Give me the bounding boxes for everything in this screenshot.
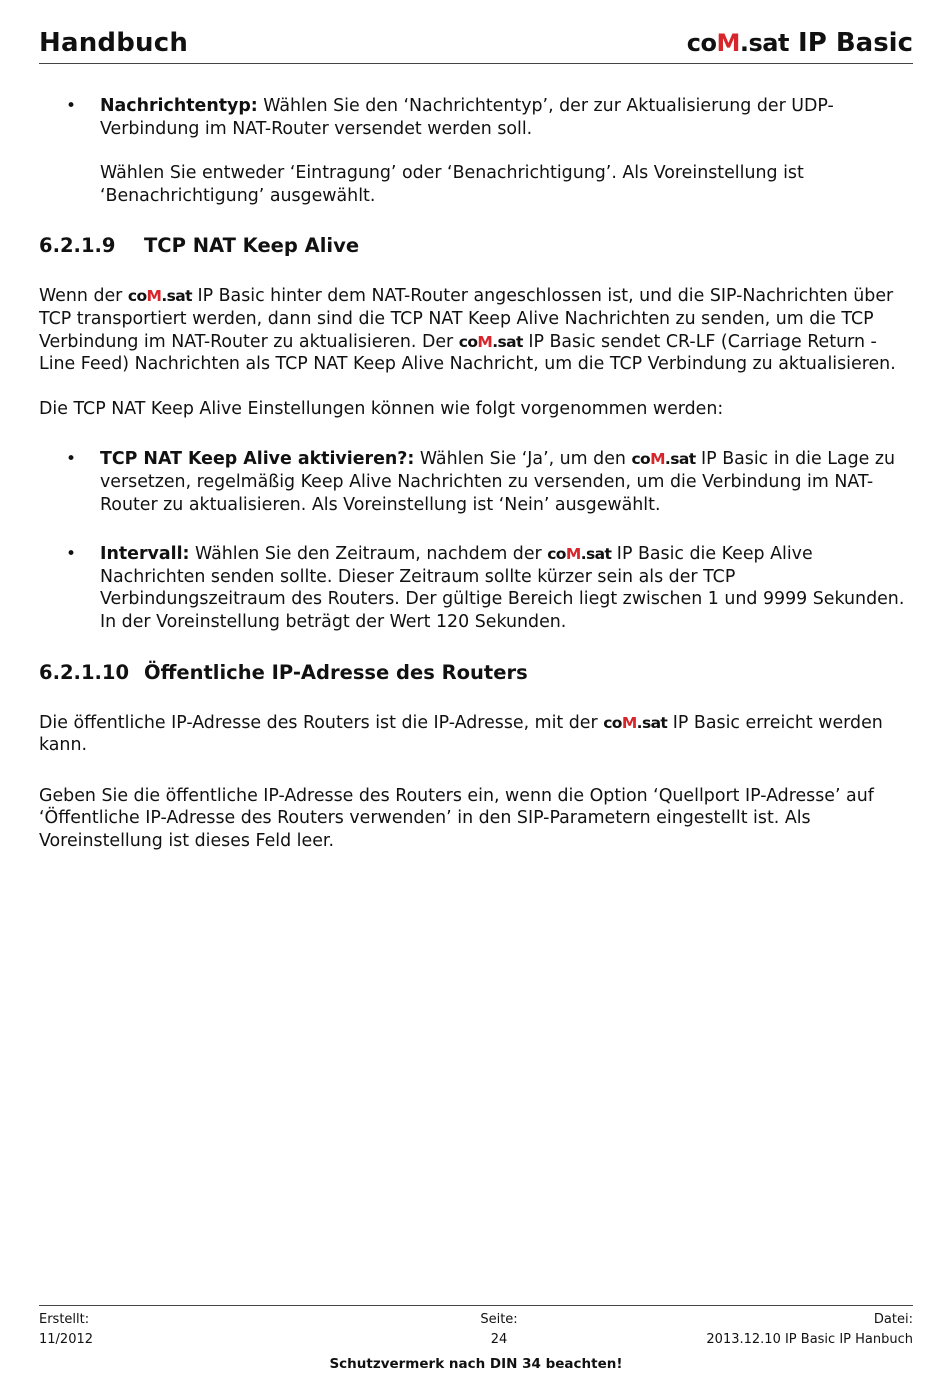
comsat-logo: coM.sat [458, 332, 523, 351]
document-title: Handbuch [39, 28, 189, 58]
bullet-icon: • [66, 449, 77, 470]
bullet-subtext: Wählen Sie entweder ‘Eintragung’ oder ‘Benachrichtigung’. Als Voreinstellung ist ‘Benachrichtigung’ ausgewählt. [100, 163, 804, 206]
file-label: Datei: [873, 1312, 913, 1327]
comsat-logo: coM.sat [127, 287, 192, 306]
section-number: 6.2.1.10 [39, 660, 130, 684]
bullet-label: Nachrichtentyp: [100, 96, 258, 116]
bullet-icon: • [66, 544, 77, 565]
list-item-keepalive-enable: • TCP NAT Keep Alive aktivieren?: Wählen Sie ‘Ja’, um den coM.sat IP Basic in die Lage zu versetzen, regelmäßig Keep Alive Nachrichten zu versenden, um die Verbindung im NAT-Router zu aktualisieren. Als Voreinstellung ist ‘Nein’ ausgewählt. [66, 449, 895, 515]
file-name: 2013.12.10 IP Basic IP Hanbuch [706, 1332, 913, 1347]
header-brand [687, 28, 913, 58]
bullet-icon: • [66, 96, 77, 116]
created-label: Erstellt: [39, 1312, 90, 1327]
footer-created [39, 1310, 93, 1350]
footer-page [459, 1310, 539, 1350]
bullet-label: TCP NAT Keep Alive aktivieren?: [100, 449, 415, 470]
comsat-logo: coM.sat [603, 713, 668, 732]
created-value: 11/2012 [39, 1332, 94, 1347]
section-number: 6.2.1.9 [39, 234, 116, 258]
bullet-list-tcp [39, 448, 913, 633]
comsat-logo: coM.sat [686, 29, 789, 57]
protection-notice: Schutzvermerk nach DIN 34 beachten! [329, 1356, 623, 1372]
paragraph-tcp-intro: Wenn der coM.sat IP Basic hinter dem NAT-Router angeschlossen ist, und die SIP-Nachrichten über TCP transportiert werden, dann sind die TCP NAT Keep Alive Nachrichten zu senden, um die TCP Verbindung im NAT-Router zu aktualisieren. Der coM.sat IP Basic sendet CR-LF (Carriage Return - Line Feed) Nachrichten als TCP NAT Keep Alive Nachricht, um die TCP Verbindung zu aktualisieren. [39, 286, 896, 375]
section-title: TCP NAT Keep Alive [144, 234, 360, 258]
footer-file [706, 1310, 913, 1350]
section-heading-tcp-nat [39, 234, 913, 258]
comsat-logo: coM.sat [547, 545, 612, 564]
page-footer [39, 1305, 913, 1372]
paragraph-public-ip-setting: Geben Sie die öffentliche IP-Adresse des Routers ein, wenn die Option ‘Quellport IP-Adresse’ auf ‘Öffentliche IP-Adresse des Routers verwenden’ in den SIP-Parametern eingestellt ist. Als Voreinstellung ist dieses Feld leer. [39, 785, 874, 851]
comsat-logo: coM.sat [631, 450, 696, 469]
product-name: IP Basic [798, 28, 913, 58]
bullet-label: Intervall: [100, 544, 190, 565]
list-item-nachrichtentyp [39, 95, 913, 207]
paragraph-tcp-settings: Die TCP NAT Keep Alive Einstellungen können wie folgt vorgenommen werden: [39, 398, 724, 419]
page-header [39, 28, 913, 64]
page-content [39, 95, 913, 874]
page-number: 24 [490, 1332, 508, 1347]
section-title: Öffentliche IP-Adresse des Routers [144, 660, 528, 684]
bullet-list-top [39, 95, 913, 207]
list-item-interval: • Intervall: Wählen Sie den Zeitraum, nachdem der coM.sat IP Basic die Keep Alive Nachrichten senden sollte. Dieser Zeitraum sollte kürzer sein als der TCP Verbindungszeitraum des Routers. Der gültige Bereich liegt zwischen 1 und 9999 Sekunden. In der Voreinstellung beträgt der Wert 120 Sekunden. [66, 544, 905, 632]
section-heading-public-ip [39, 661, 913, 685]
page-label: Seite: [480, 1312, 518, 1327]
paragraph-public-ip-intro: Die öffentliche IP-Adresse des Routers ist die IP-Adresse, mit der coM.sat IP Basic erreicht werden kann. [39, 712, 883, 756]
bullet-text: Wählen Sie den ‘Nachrichtentyp’, der zur Aktualisierung der UDP-Verbindung im NAT-Router versendet werden soll. [100, 96, 834, 139]
